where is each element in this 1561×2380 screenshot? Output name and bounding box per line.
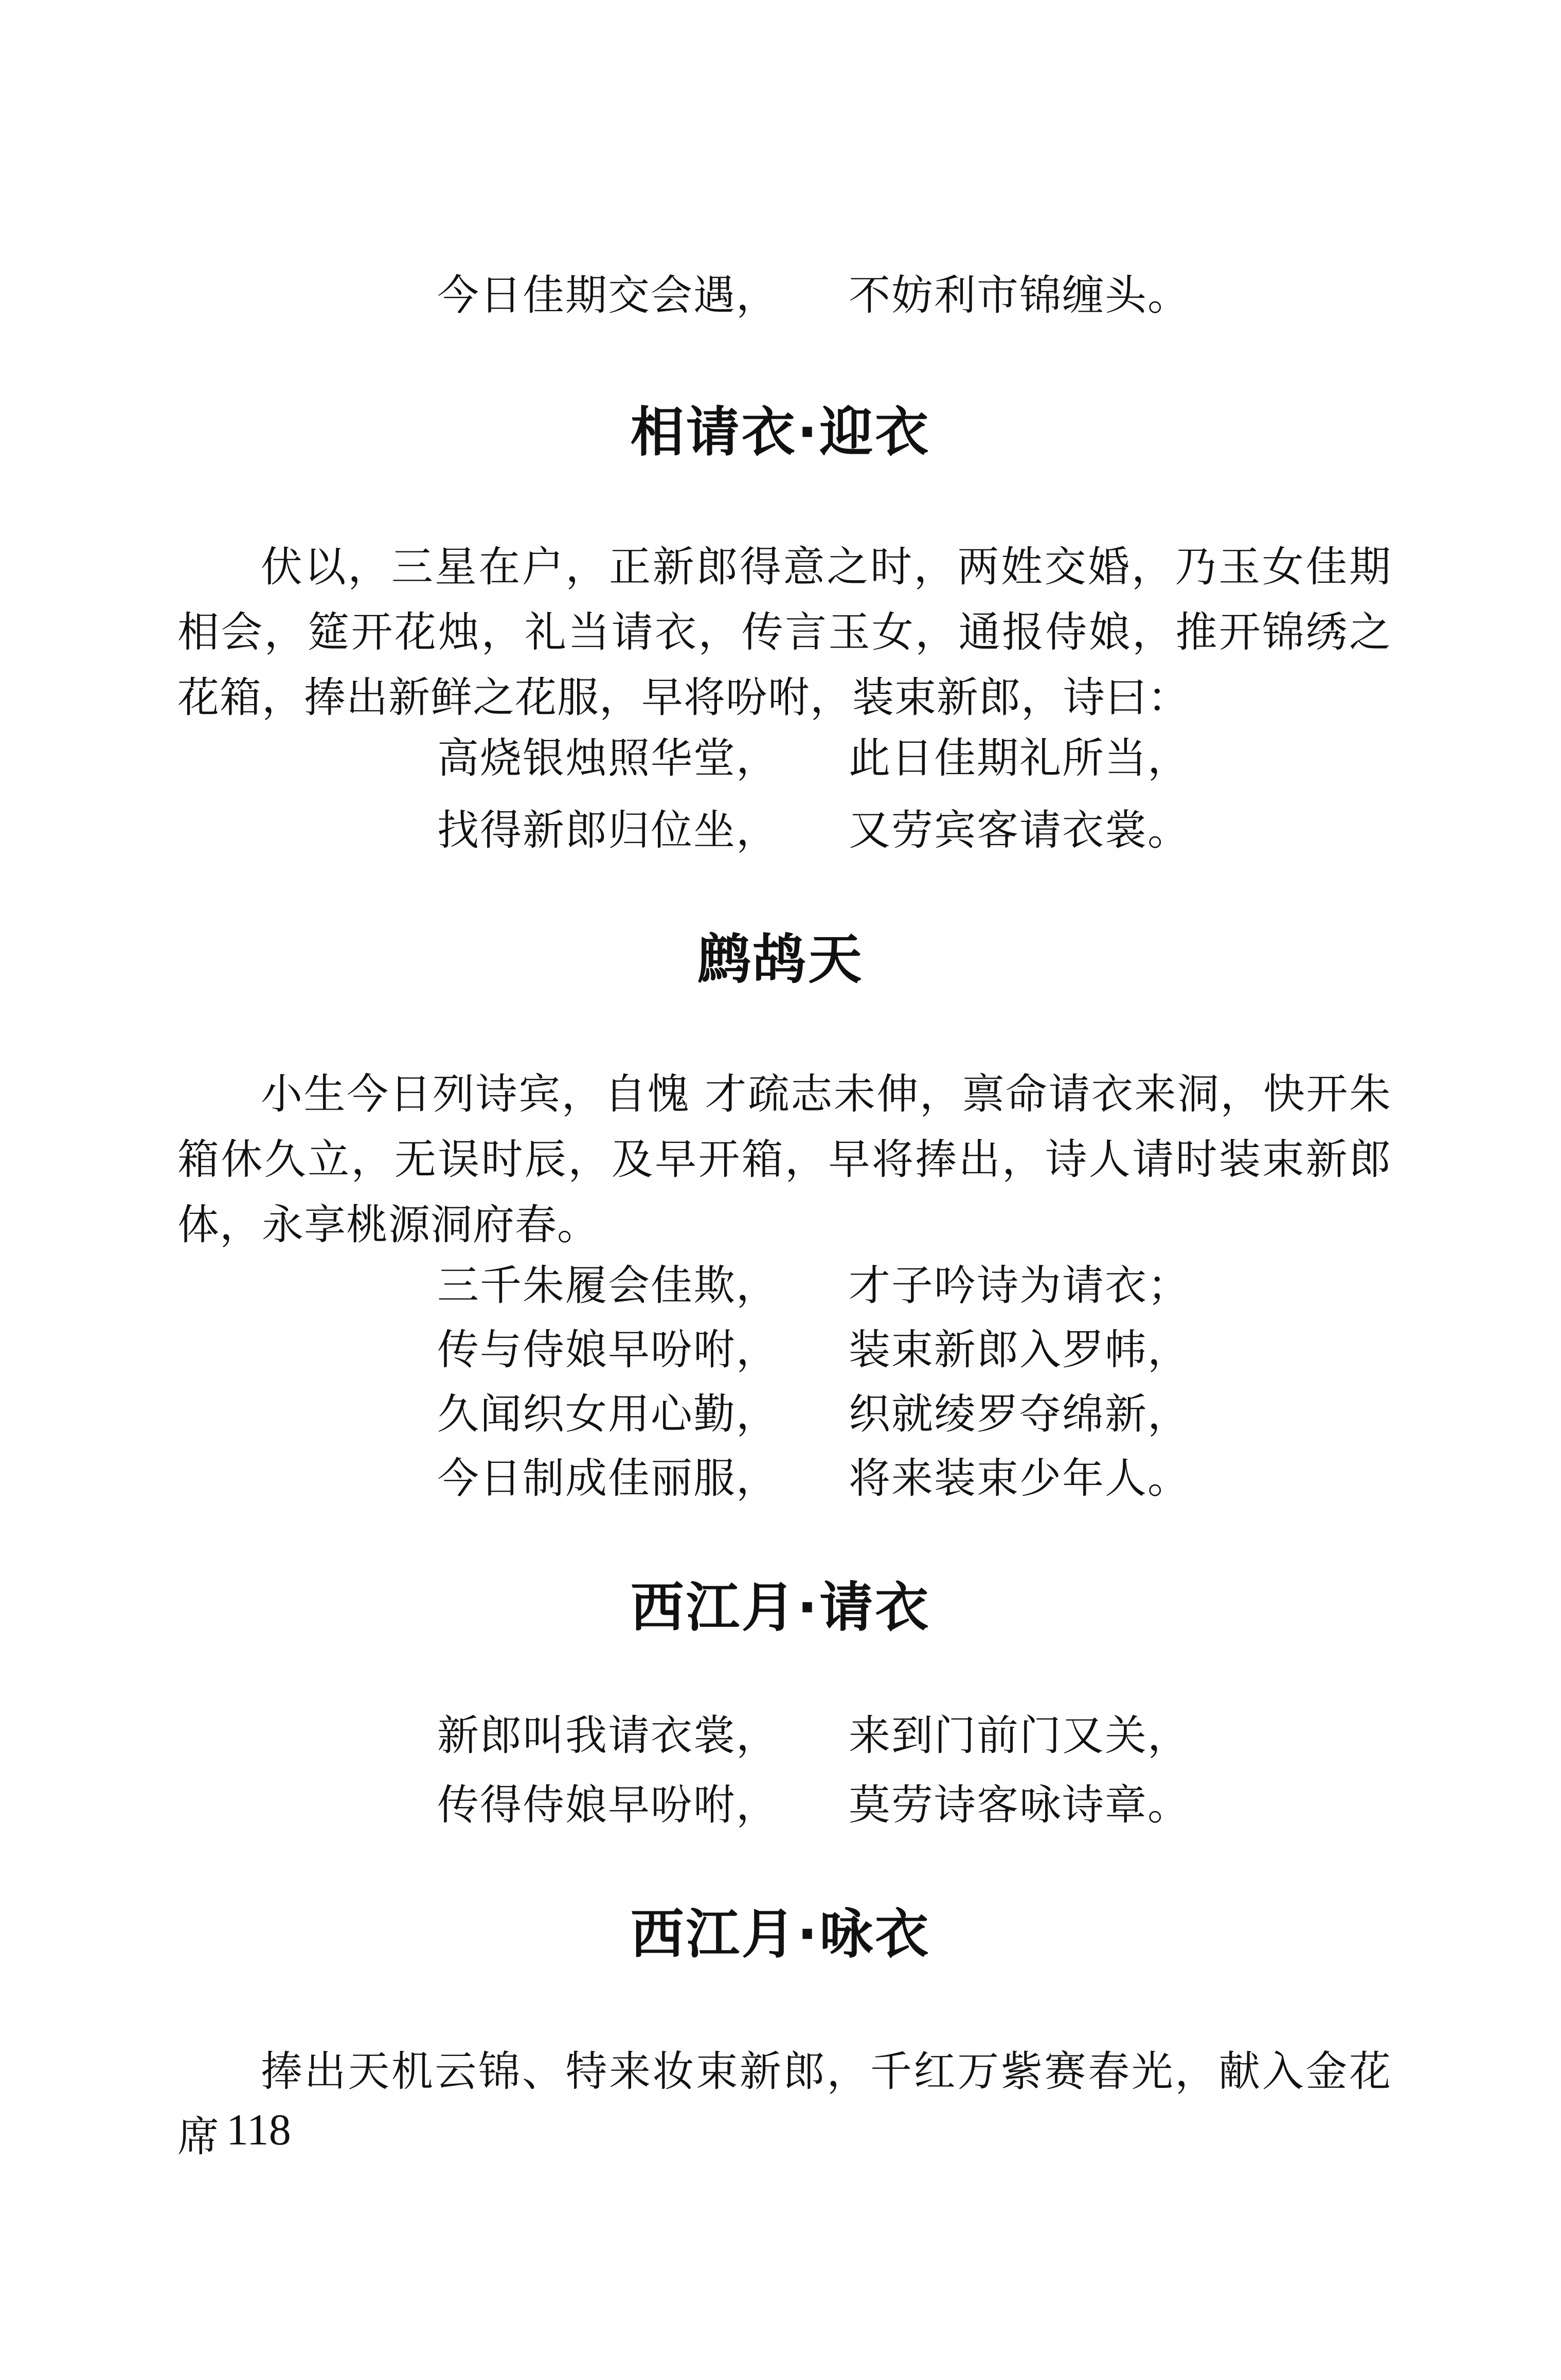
verse-line-left: 找得新郎归位坐，	[437, 807, 779, 855]
opening-couplet-right: 不妨利市锦缠头。	[849, 272, 1191, 320]
verse-line-left: 久闻织女用心勤，	[437, 1390, 779, 1439]
verse-line-left: 新郎叫我请衣裳，	[437, 1712, 779, 1760]
verse-line-right: 将来装束少年人。	[849, 1455, 1191, 1503]
verse-line-right: 莫劳诗客咏诗章。	[849, 1781, 1191, 1830]
verse-line-left: 今日制成佳丽服，	[437, 1455, 779, 1503]
verse-line-right: 织就绫罗夺绵新，	[849, 1390, 1191, 1439]
verse-line-right: 此日佳期礼所当，	[849, 735, 1191, 783]
verse-line-right: 才子吟诗为请衣；	[849, 1262, 1191, 1310]
section-title: 鹧鸪天	[697, 928, 864, 991]
verse-line-right: 来到门前门又关，	[849, 1712, 1191, 1760]
verse-line-left: 传得侍娘早吩咐，	[437, 1781, 779, 1830]
section-title: 相请衣·迎衣	[630, 401, 931, 463]
page-number: 118	[226, 2105, 291, 2154]
verse-line-left: 传与侍娘早吩咐，	[437, 1326, 779, 1374]
section-title: 西江月·咏衣	[630, 1903, 931, 1965]
section-prose: 小生今日列诗宾，自愧 才疏志未伸，禀命请衣来洞，快开朱箱休久立，无误时辰，及早开箱，早将捧出，诗人请时装束新郎体，永享桃源洞府春。	[177, 1070, 1391, 1249]
verse-line-left: 高烧银烛照华堂，	[437, 735, 779, 783]
verse-line-left: 三千朱履会佳欺，	[437, 1262, 779, 1310]
verse-line-right: 装束新郎入罗帏，	[849, 1326, 1191, 1374]
section-prose: 捧出天机云锦、特来妆束新郎，千红万紫赛春光，献入金花席	[177, 2048, 1391, 2161]
section-title: 西江月·请衣	[630, 1576, 931, 1639]
opening-couplet-left: 今日佳期交会遇，	[437, 272, 779, 320]
section-prose: 伏以，三星在户，正新郎得意之时，两姓交婚，乃玉女佳期相会，筵开花烛，礼当请衣，传言玉女，通报侍娘，推开锦绣之花箱，捧出新鲜之花服，早将吩咐，装束新郎，诗曰：	[177, 543, 1391, 722]
verse-line-right: 又劳宾客请衣裳。	[849, 807, 1191, 855]
